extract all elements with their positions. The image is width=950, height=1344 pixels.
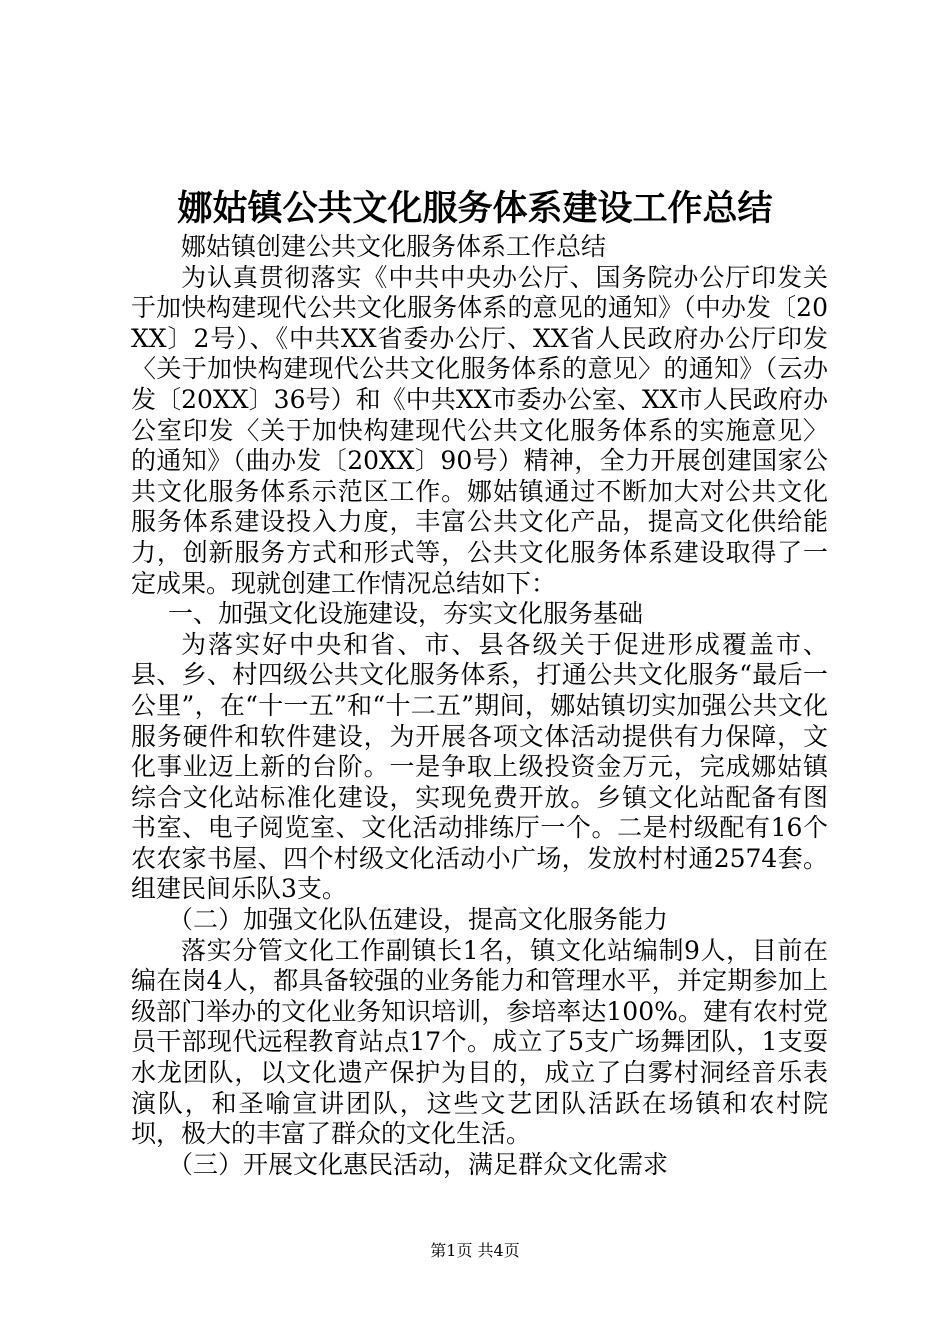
page-number-footer: 第1页 共4页 (430, 1241, 520, 1260)
paragraph-intro: 为认真贯彻落实《中共中央办公厅、国务院办公厅印发关于加快构建现代公共文化服务体系的意见的通知》（中办发〔20XX〕2号）、《中共XX省委办公厅、XX省人民政府办公厅印发〈关于加快构建现代公共文化服务体系的意见〉的通知》（云办发〔20XX〕36号）和《中共XX市委办公室、XX市人民政府办公室印发〈关于加快构建现代公共文化服务体系的实施意见〉的通知》（曲办发〔20XX〕90号）精神，全力开展创建国家公共文化服务体系示范区工作。娜姑镇通过不断加大对公共文化服务体系建设投入力度，丰富公共文化产品，提高文化供给能力，创新服务方式和形式等，公共文化服务体系建设取得了一定成果。现就创建工作情况总结如下： (131, 262, 828, 598)
paragraph-team: 落实分管文化工作副镇长1名，镇文化站编制9人，目前在编在岗4人，都具备较强的业务能力和管理水平，并定期参加上级部门举办的文化业务知识培训，参培率达100%。建有农村党员干部现代远程教育站点17个。成立了5支广场舞团队，1支耍水龙团队，以文化遗产保护为目的，成立了白雾村洞经音乐表演队，和圣喻宣讲团队，这些文艺团队活跃在场镇和农村院坝，极大的丰富了群众的文化生活。 (131, 935, 828, 1149)
document-body (131, 232, 828, 1180)
paragraph-facilities: 为落实好中央和省、市、县各级关于促进形成覆盖市、县、乡、村四级公共文化服务体系，打通公共文化服务“最后一公里”，在“十一五”和“十二五”期间，娜姑镇切实加强公共文化服务硬件和软件建设，为开展各项文体活动提供有力保障，文化事业迈上新的台阶。一是争取上级投资金万元，完成娜姑镇综合文化站标准化建设，实现免费开放。乡镇文化站配备有图书室、电子阅览室、文化活动排练厅一个。二是村级配有16个农农家书屋、四个村级文化活动小广场，发放村村通2574套。组建民间乐队3支。 (131, 629, 828, 904)
document-subtitle: 娜姑镇创建公共文化服务体系工作总结 (181, 232, 607, 261)
section-heading-1: 一、加强文化设施建设，夯实文化服务基础 (168, 599, 644, 629)
section-heading-2: （二）加强文化队伍建设，提高文化服务能力 (168, 905, 669, 935)
document-title: 娜姑镇公共文化服务体系建设工作总结 (177, 188, 773, 229)
section-heading-3: （三）开展文化惠民活动，满足群众文化需求 (168, 1149, 669, 1179)
